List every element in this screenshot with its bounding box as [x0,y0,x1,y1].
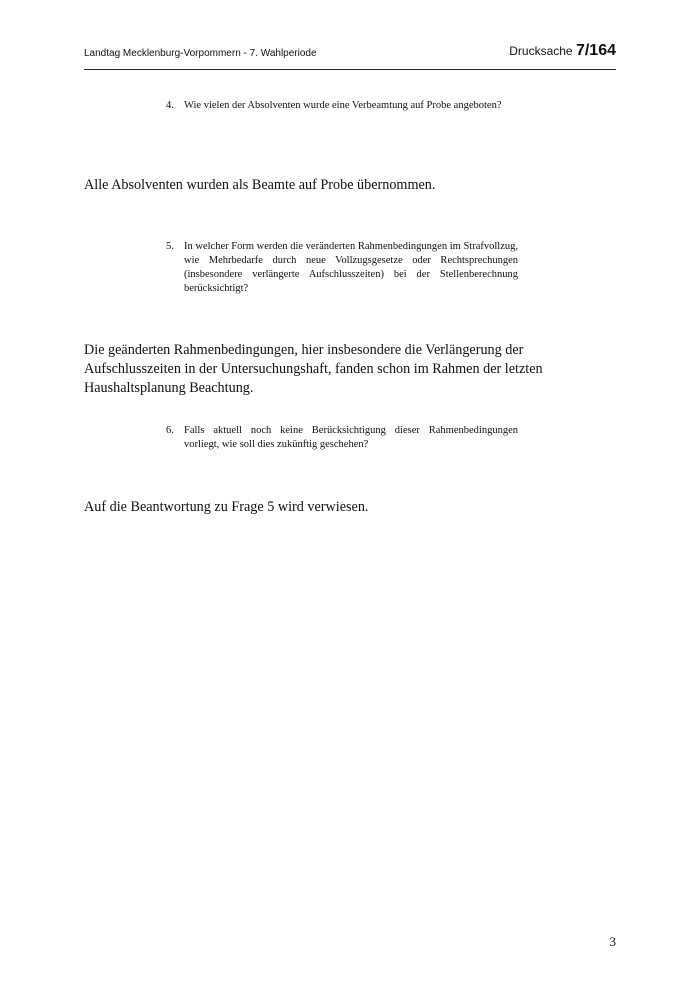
answer-6: Auf die Beantwortung zu Frage 5 wird verwiesen. [84,499,369,515]
document-id: 7/164 [575,42,616,59]
question-number: 4. [166,100,174,111]
question-5 [166,240,518,296]
document-label: Drucksache [509,44,573,58]
question-number: 6. [166,425,174,436]
parliament-title: Landtag Mecklenburg-Vorpommern - 7. Wahlperiode [84,48,317,59]
question-text: Falls aktuell noch keine Berücksichtigung dieser Rahmenbedingungen vorliegt, wie soll dies zukünftig geschehen? [184,425,518,450]
question-4 [166,99,518,113]
answer-5: Die geänderten Rahmenbedingungen, hier insbesondere die Verlängerung der Aufschlusszeiten in der Untersuchungshaft, fanden schon im Rahmen der letzten Haushaltsplanung Beachtung. [84,342,543,396]
question-text: In welcher Form werden die veränderten Rahmenbedingungen im Strafvollzug, wie Mehrbedarfe durch neue Vollzugsgesetze oder Rechtsprechungen (insbesondere verlängerte Aufschlusszeiten) bei der Stellenberechnung berücksichtigt? [184,241,518,294]
answer-4: Alle Absolventen wurden als Beamte auf Probe übernommen. [84,177,436,193]
question-text: Wie vielen der Absolventen wurde eine Verbeamtung auf Probe angeboten? [184,100,502,111]
document-number [509,42,616,60]
question-6 [166,424,518,452]
page-number: 3 [609,934,616,949]
question-number: 5. [166,241,174,252]
header-divider [84,69,616,70]
